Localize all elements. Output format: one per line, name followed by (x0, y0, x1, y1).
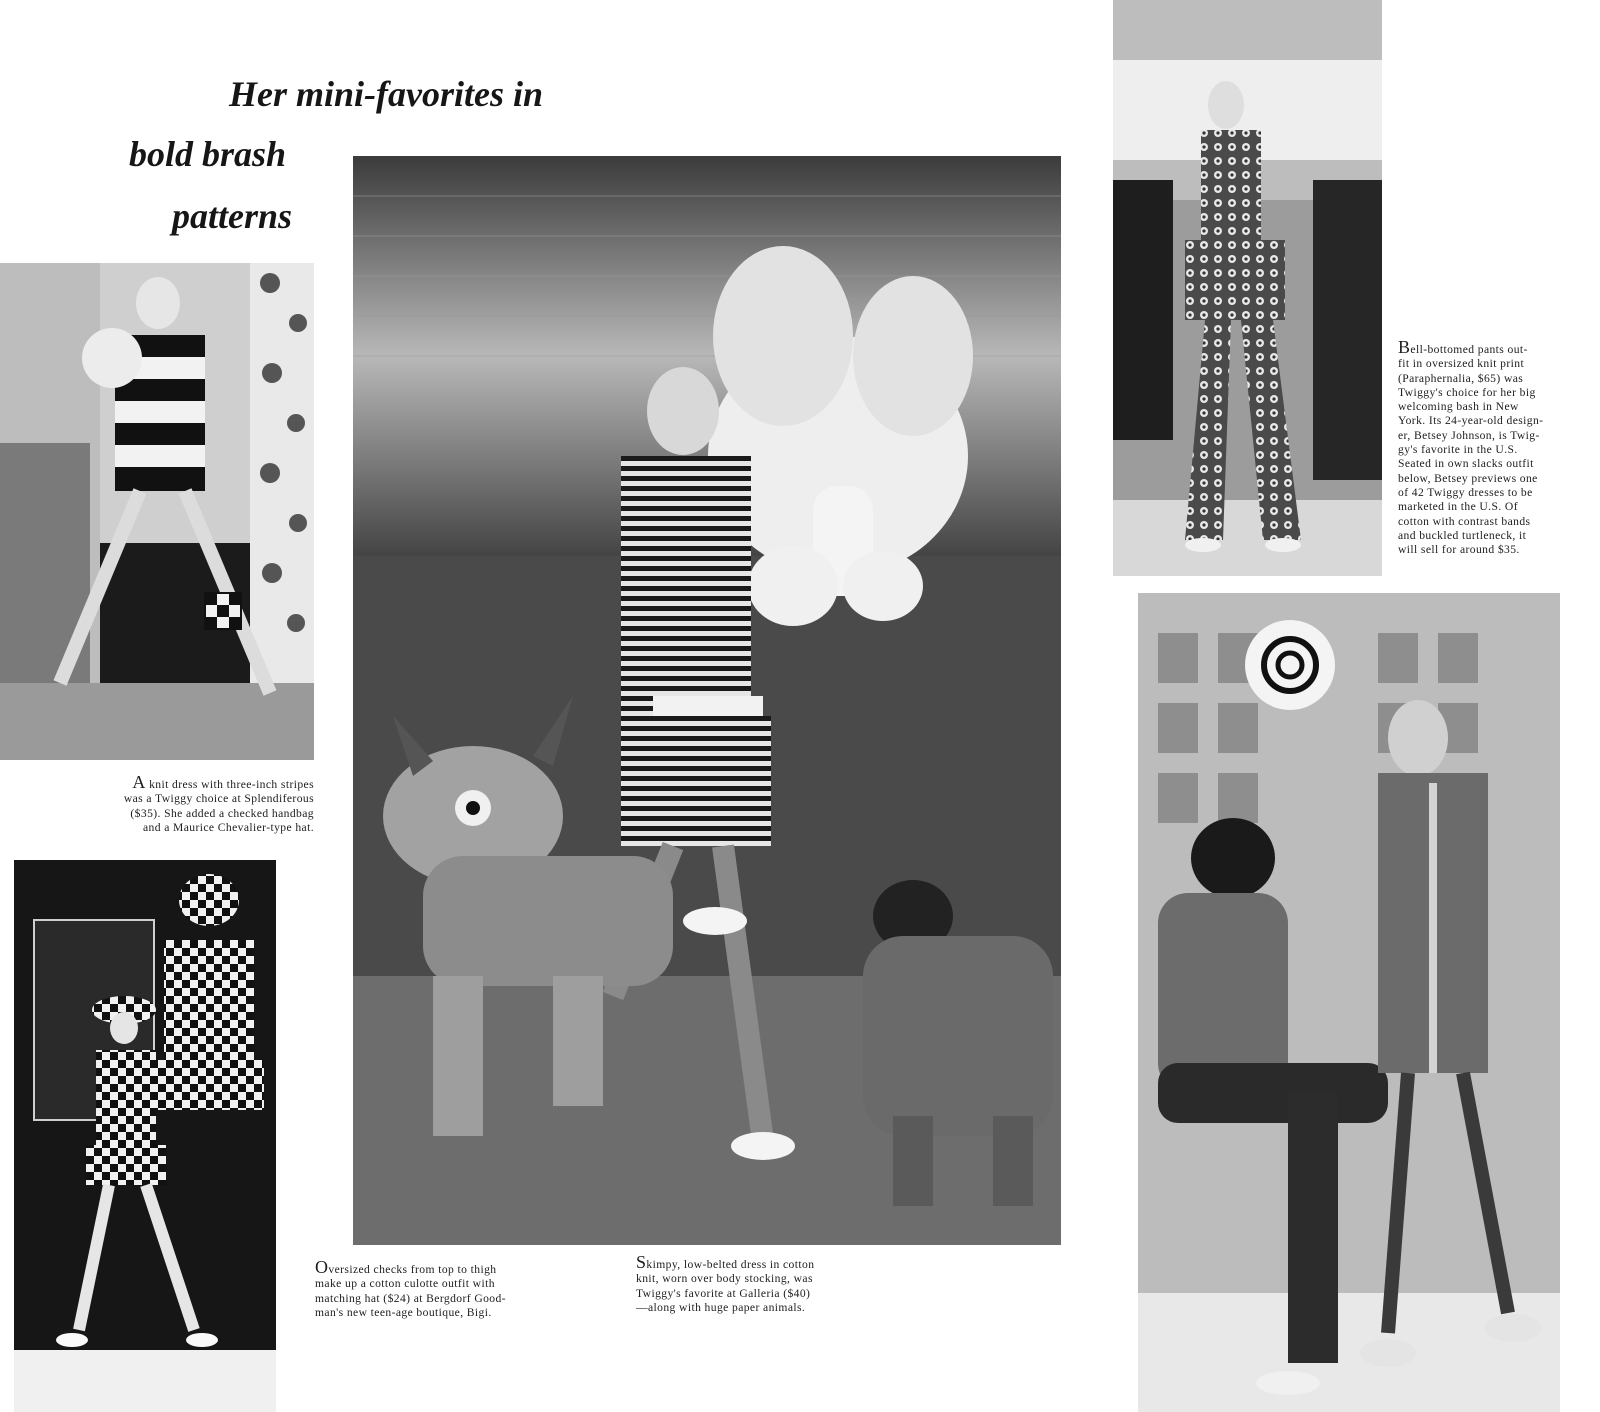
caption-bell-line-13: cotton with contrast bands (1398, 514, 1531, 528)
caption-bell-line-5: welcoming bash in New (1398, 400, 1519, 414)
caption-bell-bottoms (1398, 337, 1560, 557)
caption-skimpy-line-4: —along with huge paper animals. (636, 1300, 806, 1314)
caption-bell-line-10: below, Betsey previews one (1398, 471, 1538, 485)
photo-bell-bottoms (1113, 0, 1382, 576)
caption-bell-line-11: of 42 Twiggy dresses to be (1398, 485, 1533, 499)
caption-bell-line-9: Seated in own slacks outfit (1398, 457, 1534, 471)
caption-skimpy-line-2: knit, worn over body stocking, was (636, 1272, 813, 1286)
photo-stripes-dress (0, 263, 314, 760)
caption-bell-line-4: Twiggy's choice for her big (1398, 385, 1536, 399)
caption-skimpy-dress (636, 1252, 854, 1315)
caption-stripes-line-4: and a Maurice Chevalier-type hat. (142, 820, 314, 834)
caption-checks-line-2: make up a cotton culotte outfit with (315, 1277, 495, 1291)
caption-skimpy-line-3: Twiggy's favorite at Galleria ($40) (636, 1286, 811, 1300)
caption-checks-initial: O (315, 1257, 329, 1277)
caption-checks-line-1: Oversized checks from top to thigh (315, 1257, 497, 1277)
caption-bell-initial: B (1398, 337, 1411, 357)
caption-bell-line-2: fit in oversized knit print (1398, 357, 1525, 371)
caption-bell-line-6: York. Its 24-year-old design- (1398, 414, 1544, 428)
photo-center-paper-animals (353, 156, 1061, 1245)
caption-stripes-initial: A (132, 772, 146, 792)
caption-stripes-line-2: was a Twiggy choice at Splendiferous (123, 792, 314, 806)
caption-bell-line-14: and buckled turtleneck, it (1398, 528, 1527, 542)
caption-bell-line-1: Bell-bottomed pants out- (1398, 337, 1528, 357)
caption-checks-culotte (315, 1257, 527, 1320)
caption-bell-line-12: marketed in the U.S. Of (1398, 500, 1518, 514)
headline-line-1: Her mini-favorites in (229, 74, 543, 114)
caption-stripes-line-1: A knit dress with three-inch stripes (132, 772, 314, 792)
headline-line-3: patterns (172, 196, 293, 236)
headline-line-2: bold brash (129, 134, 287, 174)
caption-skimpy-initial: S (636, 1252, 647, 1272)
photo-checks-culotte (14, 860, 276, 1412)
caption-bell-line-8: gy's favorite in the U.S. (1398, 443, 1518, 457)
caption-bell-line-3: (Paraphernalia, $65) was (1398, 371, 1524, 385)
caption-checks-line-3: matching hat ($24) at Bergdorf Good- (315, 1291, 506, 1305)
photo-designer-seated (1138, 593, 1560, 1412)
caption-checks-line-4: man's new teen-age boutique, Bigi. (315, 1305, 492, 1319)
caption-stripes-dress (82, 772, 314, 835)
caption-bell-line-7: er, Betsey Johnson, is Twig- (1398, 428, 1540, 442)
caption-stripes-line-3: ($35). She added a checked handbag (130, 806, 314, 820)
caption-skimpy-line-1: Skimpy, low-belted dress in cotton (636, 1252, 815, 1272)
caption-bell-line-15: will sell for around $35. (1398, 543, 1520, 557)
